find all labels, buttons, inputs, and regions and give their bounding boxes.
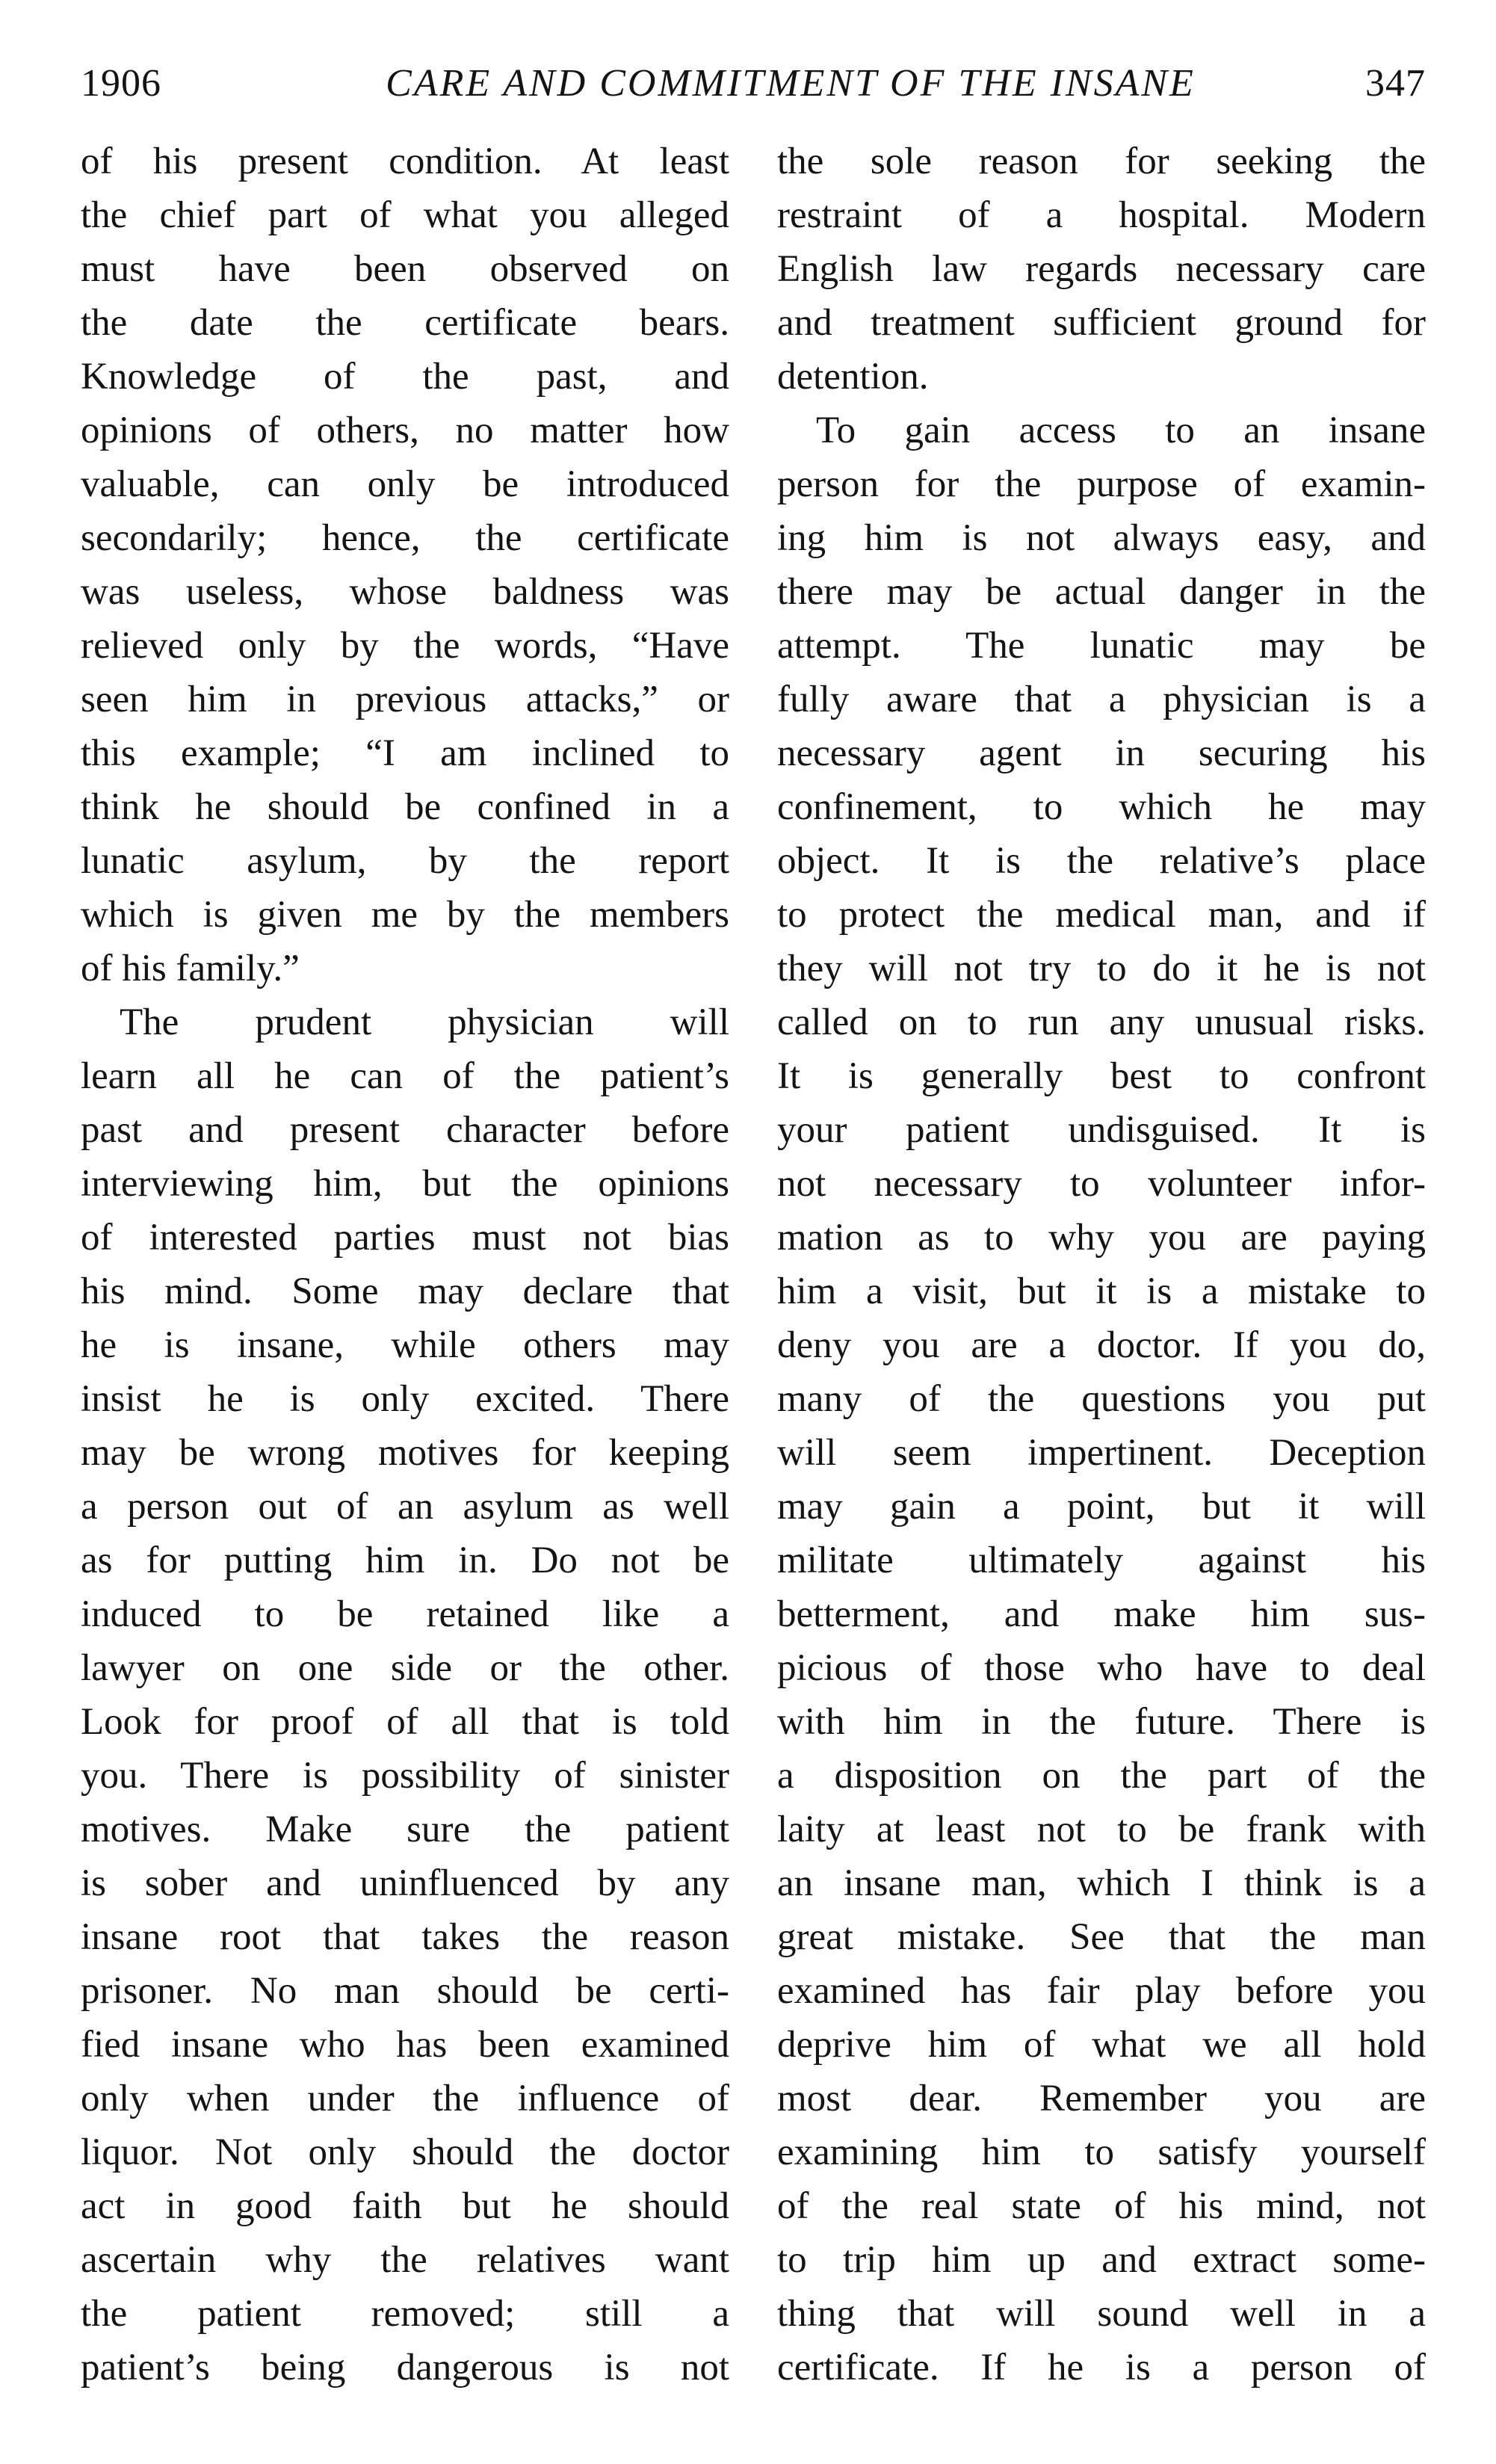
text-line: confinement, to which he may: [777, 786, 1426, 828]
text-line: to trip him up and extract some-: [777, 2239, 1426, 2281]
text-line: called on to run any unusual risks.: [777, 1001, 1426, 1043]
text-line: the chief part of what you alleged: [81, 194, 729, 236]
text-line: is sober and uninfluenced by any: [81, 1862, 729, 1904]
text-line: great mistake. See that the man: [777, 1916, 1426, 1958]
text-line: fied insane who has been examined: [81, 2024, 729, 2066]
running-header: [81, 54, 1426, 114]
text-line: he is insane, while others may: [81, 1324, 729, 1366]
text-line: opinions of others, no matter how: [81, 410, 729, 451]
left-column: [81, 135, 729, 2394]
text-line: was useless, whose baldness was: [81, 571, 729, 613]
text-line: deny you are a doctor. If you do,: [777, 1324, 1426, 1366]
paragraph-start-line: The prudent physician will: [120, 1001, 729, 1043]
text-line: fully aware that a physician is a: [777, 679, 1426, 720]
text-line: relieved only by the words, “Have: [81, 625, 729, 667]
text-line: only when under the influence of: [81, 2078, 729, 2119]
text-line: lunatic asylum, by the report: [81, 840, 729, 882]
text-line: you. There is possibility of sinister: [81, 1755, 729, 1797]
text-line: the date the certificate bears.: [81, 302, 729, 344]
text-line: may be wrong motives for keeping: [81, 1432, 729, 1474]
text-line: with him in the future. There is: [777, 1701, 1426, 1743]
text-line: this example; “I am inclined to: [81, 732, 729, 774]
text-line: many of the questions you put: [777, 1378, 1426, 1420]
text-line: of his present condition. At least: [81, 141, 729, 182]
text-line: of the real state of his mind, not: [777, 2185, 1426, 2227]
text-line: will seem impertinent. Deception: [777, 1432, 1426, 1474]
text-line: mation as to why you are paying: [777, 1217, 1426, 1259]
text-line: person for the purpose of examin-: [777, 463, 1426, 505]
text-line: object. It is the relative’s place: [777, 840, 1426, 882]
text-line: an insane man, which I think is a: [777, 1862, 1426, 1904]
text-line: ing him is not always easy, and: [777, 517, 1426, 559]
text-line: picious of those who have to deal: [777, 1647, 1426, 1689]
paragraph-end-line: of his family.”: [81, 948, 300, 989]
text-line: It is generally best to confront: [777, 1055, 1426, 1097]
text-line: lawyer on one side or the other.: [81, 1647, 729, 1689]
header-year: 1906: [81, 62, 161, 105]
text-line: the patient removed; still a: [81, 2293, 729, 2335]
text-line: Look for proof of all that is told: [81, 1701, 729, 1743]
text-line: seen him in previous attacks,” or: [81, 679, 729, 720]
text-line: restraint of a hospital. Modern: [777, 194, 1426, 236]
text-line: induced to be retained like a: [81, 1593, 729, 1635]
text-line: English law regards necessary care: [777, 248, 1426, 290]
text-line: a disposition on the part of the: [777, 1755, 1426, 1797]
text-line: him a visit, but it is a mistake to: [777, 1270, 1426, 1312]
text-line: may gain a point, but it will: [777, 1486, 1426, 1528]
right-column: [777, 135, 1426, 2394]
text-line: betterment, and make him sus-: [777, 1593, 1426, 1635]
text-line: as for putting him in. Do not be: [81, 1540, 729, 1581]
text-line: examined has fair play before you: [777, 1970, 1426, 2012]
text-line: not necessary to volunteer infor-: [777, 1163, 1426, 1205]
text-line: liquor. Not only should the doctor: [81, 2131, 729, 2173]
text-line: they will not try to do it he is not: [777, 948, 1426, 989]
text-line: the sole reason for seeking the: [777, 141, 1426, 182]
text-line: Knowledge of the past, and: [81, 356, 729, 398]
text-line: most dear. Remember you are: [777, 2078, 1426, 2119]
text-line: must have been observed on: [81, 248, 729, 290]
text-line: thing that will sound well in a: [777, 2293, 1426, 2335]
text-line: laity at least not to be frank with: [777, 1809, 1426, 1850]
text-line: patient’s being dangerous is not: [81, 2347, 729, 2389]
paragraph-end-line: detention.: [777, 356, 929, 398]
text-line: deprive him of what we all hold: [777, 2024, 1426, 2066]
text-line: insist he is only excited. There: [81, 1378, 729, 1420]
header-page-number: 347: [1365, 62, 1426, 105]
text-line: militate ultimately against his: [777, 1540, 1426, 1581]
text-line: necessary agent in securing his: [777, 732, 1426, 774]
text-line: interviewing him, but the opinions: [81, 1163, 729, 1205]
text-line: to protect the medical man, and if: [777, 894, 1426, 936]
text-line: valuable, can only be introduced: [81, 463, 729, 505]
text-line: learn all he can of the patient’s: [81, 1055, 729, 1097]
text-line: think he should be confined in a: [81, 786, 729, 828]
text-line: your patient undisguised. It is: [777, 1109, 1426, 1151]
text-line: past and present character before: [81, 1109, 729, 1151]
text-line: attempt. The lunatic may be: [777, 625, 1426, 667]
text-line: motives. Make sure the patient: [81, 1809, 729, 1850]
text-line: and treatment sufficient ground for: [777, 302, 1426, 344]
text-line: secondarily; hence, the certificate: [81, 517, 729, 559]
text-line: his mind. Some may declare that: [81, 1270, 729, 1312]
text-line: ascertain why the relatives want: [81, 2239, 729, 2281]
text-line: examining him to satisfy yourself: [777, 2131, 1426, 2173]
text-line: a person out of an asylum as well: [81, 1486, 729, 1528]
text-line: insane root that takes the reason: [81, 1916, 729, 1958]
text-line: which is given me by the members: [81, 894, 729, 936]
text-line: there may be actual danger in the: [777, 571, 1426, 613]
header-running-title: CARE AND COMMITMENT OF THE INSANE: [386, 62, 1196, 105]
paragraph-start-line: To gain access to an insane: [816, 410, 1426, 451]
text-line: prisoner. No man should be certi-: [81, 1970, 729, 2012]
text-line: act in good faith but he should: [81, 2185, 729, 2227]
text-line: certificate. If he is a person of: [777, 2347, 1426, 2389]
text-line: of interested parties must not bias: [81, 1217, 729, 1259]
